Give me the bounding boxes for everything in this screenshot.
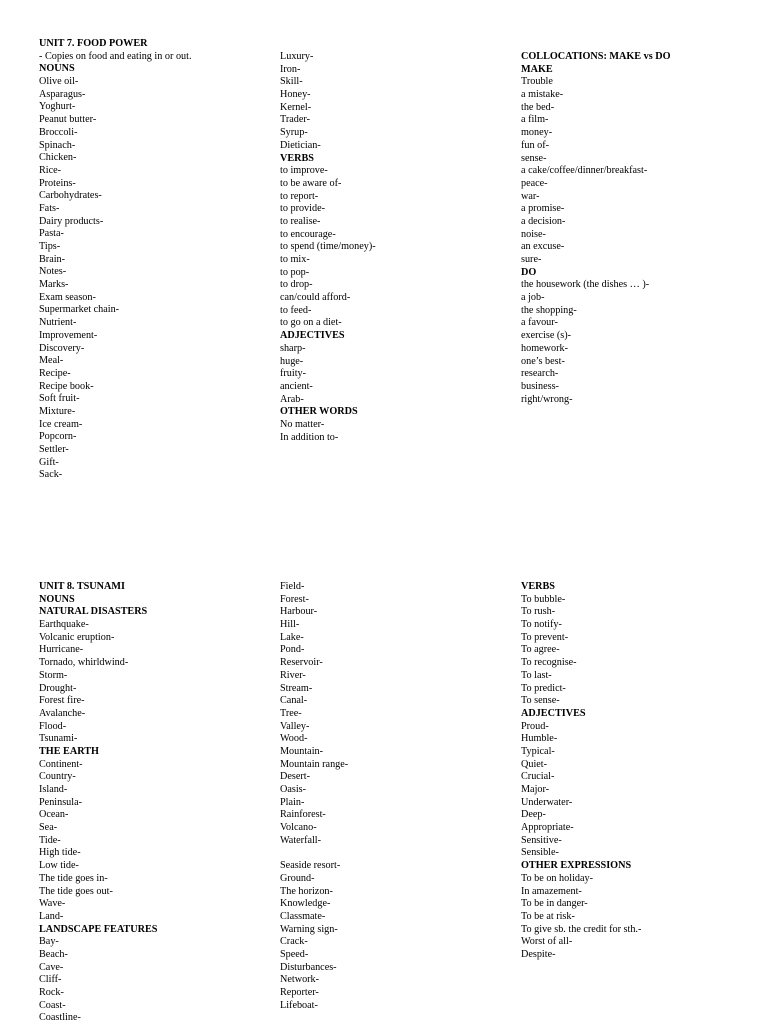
vocab-item: Mountain range- <box>280 758 349 770</box>
vocab-item: Trader- <box>280 114 310 126</box>
vocab-item: Flood- <box>39 720 67 732</box>
vocab-item: Earthquake- <box>39 619 89 631</box>
vocab-item: Brain- <box>39 253 66 265</box>
vocab-item: Sensitive- <box>521 834 562 846</box>
vocab-item: Harbour- <box>280 606 318 618</box>
vocab-item: Meal- <box>39 355 64 367</box>
vocab-item: Discovery- <box>39 342 85 354</box>
vocab-item: Gift- <box>39 456 59 468</box>
vocab-item: to go on a diet- <box>280 317 342 329</box>
vocab-item: war- <box>521 190 540 202</box>
vocab-item: Notes- <box>39 266 67 278</box>
vocab-item: Network- <box>280 974 320 986</box>
vocab-item: Appropriate- <box>521 822 574 834</box>
section-heading: ADJECTIVES <box>280 330 345 342</box>
vocab-item: right/wrong- <box>521 393 573 405</box>
vocab-item: to pop- <box>280 266 310 278</box>
vocab-item: Underwater- <box>521 796 573 808</box>
vocab-item: the housework (the dishes … )- <box>521 279 650 291</box>
vocab-item: an excuse- <box>521 241 565 253</box>
vocab-item: to realise- <box>280 215 321 227</box>
unit8-column-3 <box>521 581 641 962</box>
vocab-item: Trouble <box>521 76 553 88</box>
vocab-item: a cake/coffee/dinner/breakfast- <box>521 165 648 177</box>
vocab-item: sharp- <box>280 342 306 354</box>
vocab-item: Land- <box>39 910 64 922</box>
section-heading: OTHER WORDS <box>280 406 358 418</box>
vocab-item: Arab- <box>280 393 304 405</box>
section-heading: VERBS <box>280 152 314 164</box>
vocab-item: Rock- <box>39 987 64 998</box>
vocab-item: Settler- <box>39 444 69 455</box>
vocab-item: the bed- <box>521 101 555 113</box>
vocab-item: Rice- <box>39 164 62 176</box>
section-heading: OTHER EXPRESSIONS <box>521 860 632 872</box>
vocab-item: Reservoir- <box>280 657 323 669</box>
vocab-item: Volcano- <box>280 822 317 834</box>
vocab-item: Typical- <box>521 745 555 757</box>
vocab-item: Sea- <box>39 822 58 834</box>
vocab-item: Disturbances- <box>280 961 337 973</box>
vocab-item: Olive oil- <box>39 76 79 88</box>
vocab-item: Bay- <box>39 936 59 948</box>
vocab-item: Stream- <box>280 682 313 694</box>
vocab-item: Supermarket chain- <box>39 304 120 316</box>
section-heading: COLLOCATIONS: MAKE vs DO <box>521 51 671 62</box>
vocab-item: Country- <box>39 771 76 783</box>
vocab-item: Recipe- <box>39 367 71 379</box>
vocab-item: To be at risk- <box>521 910 575 922</box>
vocab-item: to spend (time/money)- <box>280 241 376 253</box>
vocab-item: Speed- <box>280 948 309 960</box>
vocab-item: Recipe book- <box>39 380 94 392</box>
section-heading: VERBS <box>521 581 555 592</box>
vocab-item: Storm- <box>39 669 68 681</box>
vocab-item: a promise- <box>521 203 565 215</box>
vocab-item: Ocean- <box>39 809 69 821</box>
vocab-item: fun of- <box>521 139 550 151</box>
vocab-item: Seaside resort- <box>280 860 341 872</box>
vocab-item: a film- <box>521 114 549 126</box>
vocab-item: Lake- <box>280 631 304 643</box>
vocab-item: Classmate- <box>280 910 326 922</box>
vocab-item: Quiet- <box>521 758 548 770</box>
vocab-item: Forest fire- <box>39 695 85 707</box>
vocab-item: Tornado, whirldwind- <box>39 657 129 669</box>
vocab-item: Valley- <box>280 720 310 732</box>
vocab-item: Knowledge- <box>280 898 331 910</box>
vocab-item: Carbohydrates- <box>39 190 102 202</box>
vocab-item: Mixture- <box>39 405 76 417</box>
vocab-item: Yoghurt- <box>39 101 76 113</box>
vocab-item: exercise (s)- <box>521 330 572 342</box>
vocab-item: Proud- <box>521 720 549 732</box>
vocab-item: To be on holiday- <box>521 872 593 884</box>
vocab-item: a decision- <box>521 215 566 227</box>
vocab-item: To bubble- <box>521 593 566 605</box>
vocab-item: Deep- <box>521 809 546 821</box>
vocab-item: money- <box>521 127 553 139</box>
vocab-item: Worst of all- <box>521 936 573 948</box>
unit7-column-2 <box>280 51 376 444</box>
vocab-item: Waterfall- <box>280 834 322 846</box>
vocab-item: Tree- <box>280 707 302 719</box>
vocab-item: Mountain- <box>280 745 324 757</box>
vocab-item: River- <box>280 669 306 681</box>
vocab-item: The tide goes in- <box>39 872 108 884</box>
vocab-item: Plain- <box>280 796 305 808</box>
vocab-item: sure- <box>521 254 542 265</box>
section-heading: UNIT 7. FOOD POWER <box>39 38 148 49</box>
vocab-item: to feed- <box>280 304 312 316</box>
vocab-item: Improvement- <box>39 329 98 341</box>
vocab-item: Wave- <box>39 898 66 910</box>
vocab-item: Chicken- <box>39 152 77 164</box>
vocab-item: The horizon- <box>280 885 333 897</box>
vocab-item: Pond- <box>280 644 305 656</box>
vocab-item: To recognise- <box>521 657 577 669</box>
vocab-item: Canal- <box>280 695 308 707</box>
vocab-item: To predict- <box>521 682 566 694</box>
vocab-item: Volcanic eruption- <box>39 631 115 643</box>
vocab-item: Despite- <box>521 948 556 960</box>
vocab-item: huge- <box>280 355 304 367</box>
vocab-item: to be aware of- <box>280 177 342 189</box>
vocab-item: Low tide- <box>39 860 79 872</box>
vocab-item: High tide- <box>39 847 81 859</box>
vocab-item: Avalanche- <box>39 707 86 719</box>
vocab-item: To rush- <box>521 606 556 618</box>
vocab-item: In amazement- <box>521 885 582 897</box>
vocab-item: Sensible- <box>521 847 559 859</box>
vocab-item: Sack- <box>39 469 63 481</box>
vocab-item: to improve- <box>280 165 328 177</box>
vocab-item: Peninsula- <box>39 796 83 808</box>
vocab-item: to encourage- <box>280 228 336 240</box>
section-heading: NATURAL DISASTERS <box>39 606 148 618</box>
section-heading: LANDSCAPE FEATURES <box>39 923 158 935</box>
vocab-item: Major- <box>521 784 550 795</box>
vocab-item: to report- <box>280 190 319 202</box>
unit7-column-3 <box>521 51 671 406</box>
vocab-item: To agree- <box>521 644 560 656</box>
vocab-item: noise- <box>521 228 546 240</box>
vocab-item: Drought- <box>39 682 77 694</box>
vocab-item: Kernel- <box>280 101 312 113</box>
section-heading: ADJECTIVES <box>521 707 586 719</box>
vocab-item: Peanut butter- <box>39 114 97 126</box>
vocab-item: Iron- <box>280 63 301 75</box>
section-heading: NOUNS <box>39 593 75 605</box>
vocab-item: Skill- <box>280 76 303 88</box>
section-heading: THE EARTH <box>39 745 99 757</box>
vocab-item: sense- <box>521 152 547 164</box>
vocab-item: Syrup- <box>280 127 308 139</box>
vocab-item: To give sb. the credit for sth.- <box>521 923 642 935</box>
vocab-item: In addition to- <box>280 431 339 443</box>
vocab-item: Hurricane- <box>39 644 84 656</box>
vocab-item: Rainforest- <box>280 809 326 821</box>
vocab-item: Dairy products- <box>39 215 104 227</box>
vocab-item: fruity- <box>280 368 307 380</box>
vocab-item: to drop- <box>280 279 313 291</box>
vocab-item: To sense- <box>521 695 560 707</box>
vocab-item: to mix- <box>280 254 310 265</box>
vocab-item: can/could afford- <box>280 292 351 304</box>
vocab-item: homework- <box>521 342 568 354</box>
vocab-item: Pasta- <box>39 228 64 240</box>
unit8-column-1 <box>39 581 157 1025</box>
vocab-item: Luxury- <box>280 51 314 62</box>
vocab-item: Hill- <box>280 619 300 631</box>
vocab-item: one’s best- <box>521 355 565 367</box>
vocab-item: Ice cream- <box>39 418 83 430</box>
vocab-item: Coastline- <box>39 1012 81 1024</box>
vocab-item: Desert- <box>280 771 310 783</box>
vocab-item: Island- <box>39 784 68 795</box>
vocab-item: Field- <box>280 581 305 592</box>
vocab-item: To last- <box>521 669 552 681</box>
vocab-item: research- <box>521 368 559 380</box>
vocab-item: Cave- <box>39 961 64 973</box>
vocab-item: - Copies on food and eating in or out. <box>39 50 192 62</box>
vocab-item: a favour- <box>521 317 558 329</box>
vocab-item: Lifeboat- <box>280 999 318 1011</box>
vocab-item: To notify- <box>521 619 562 631</box>
vocab-item: the shopping- <box>521 304 577 316</box>
vocab-item: Wood- <box>280 733 308 745</box>
vocab-item: Popcorn- <box>39 431 77 443</box>
vocab-item: Warning sign- <box>280 923 338 935</box>
vocab-item: Forest- <box>280 593 309 605</box>
section-heading: MAKE <box>521 63 553 75</box>
vocab-item: Ground- <box>280 872 315 884</box>
vocab-item: Broccoli- <box>39 126 78 138</box>
vocab-item: Coast- <box>39 999 66 1011</box>
vocab-item: Marks- <box>39 279 69 291</box>
vocab-item: Fats- <box>39 202 60 214</box>
vocab-item: No matter- <box>280 418 325 430</box>
vocab-item: Tide- <box>39 834 61 846</box>
vocab-item: Crack- <box>280 936 308 948</box>
section-heading: UNIT 8. TSUNAMI <box>39 581 125 592</box>
vocab-item: Tips- <box>39 241 61 252</box>
vocab-item: To be in danger- <box>521 898 588 910</box>
vocab-item: Humble- <box>521 733 558 745</box>
vocab-item: Soft fruit- <box>39 393 80 405</box>
vocab-item: To prevent- <box>521 631 569 643</box>
vocab-item: Spinach- <box>39 139 76 151</box>
vocab-item: Exam season- <box>39 291 96 303</box>
unit7-column-1 <box>39 38 192 482</box>
vocab-item: Cliff- <box>39 974 62 986</box>
vocab-item: Oasis- <box>280 784 307 795</box>
vocab-item: Dietician- <box>280 139 321 151</box>
vocab-item: Beach- <box>39 948 68 960</box>
vocab-item: ancient- <box>280 380 313 392</box>
vocab-item: Reporter- <box>280 987 319 998</box>
vocab-item <box>280 847 348 860</box>
vocab-item: The tide goes out- <box>39 885 113 897</box>
vocab-item: Asparagus- <box>39 88 86 100</box>
vocab-item: a mistake- <box>521 89 564 101</box>
vocab-item: peace- <box>521 177 548 189</box>
vocab-item: Tsunami- <box>39 733 78 745</box>
vocab-item: to provide- <box>280 203 325 215</box>
vocab-item: a job- <box>521 292 545 304</box>
vocab-item: business- <box>521 380 559 392</box>
vocab-item: Proteins- <box>39 177 76 189</box>
vocab-item: Crucial- <box>521 771 555 783</box>
vocab-item: Continent- <box>39 758 83 770</box>
section-heading: DO <box>521 266 537 278</box>
unit8-column-2 <box>280 581 348 1012</box>
vocab-item: Nutrient- <box>39 317 77 329</box>
section-heading: NOUNS <box>39 63 75 75</box>
vocab-item: Honey- <box>280 89 311 101</box>
